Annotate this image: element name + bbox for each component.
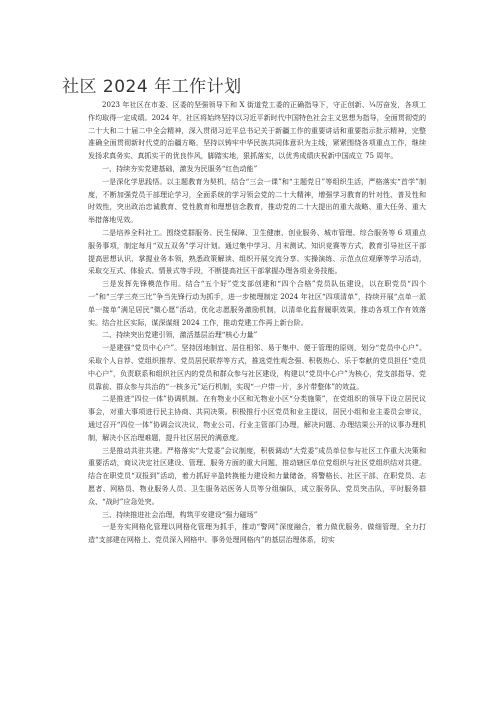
section-heading-3: 三、持续推进社会治理，构筑平安建设“强力磁场” [102,509,258,519]
paragraph-3-1: 一是夯实网格化管理以网格化管理为抓手，推动“警网”深度融合，着力做优服务、做细管理，全力打造“支部建在网格上、党员深入网格中、事务处理网格内”的基层治理体系，切实 [88,522,426,545]
paragraph-intro: 2023 年社区在市委、区委的坚强领导下和 X 街道党工委的正确指导下，守正创新、¼厉奋发，各项工作均取得一定成绩。2024 年，社区将始终坚持以习近平新时代中国特色社会主义思想为指导，全面贯彻党的二十大和二十届二中全会精神，深入贯彻习近平总书记关于新疆工作的重要讲话和重要指示批示精神，完整准确全面贯彻新时代党的治疆方略，坚持以铸牢中华民族共同体意识为主线，紧紧围绕各项重点工作，继续发扬求真务实、真抓实干的优良作风，脚踏实地，狠抓落实，以优秀成绩庆祝新中国成立 75 周年。 [88,100,426,161]
paragraph-2-2: 二是推进“四位一体”协调机制。在有物业小区和无物业小区“分类施策”，在党组织的领导下设立居民议事会，对重大事项进行民主协商、共同决策。积极推行小区党员和业主提议，居民小组和业主委员会审议，通过召开“四位一体”协调会议决议，物业公司、行业主管部门办理，解决问题、办理结果公开的议事办理机制，解决小区治理难题，提升社区居民的满意度。 [88,394,426,442]
document-body [88,99,426,547]
paragraph-1-3: 三是发挥先锋模范作用。结合“五个好”党支部创建和“四个合格”党员队伍建设，以在职党员“四个一”和“三学三亮三比”争当先锋行动为抓手，进一步梳理制定 2024 年社区“四项清单”，持续开展“点单一派单一接单”满足居民“微心愿”活动，优化志愿服务激励机制，以清单化监督履职效果，推动各项工作有效落实。结合社区实际，谋深谋细 2024 工作，推动党建工作再上新台阶。 [88,279,426,327]
paragraph-1-1: 一是深化学思践悟。以主题教育为契机，结合“三会一课”和“主题党日”等组织生活，严格落实“首学”制度，不断加强党员干部理论学习，全面系统的学习领会党的二十大精神，增强学习教育的针对性、普及性和时效性，突出政治忠诚教育、党性教育和理想信念教育，推动党的二十大提出的重大战略、重大任务、重大举措落地见效。 [88,176,426,225]
paragraph-2-1: 一是建强“党员中心户”。坚持因地制宜、居住相邻、易于集中、便于管理的原则，划分“党员中心户”。采取个人自荐、党组织推荐、党员居民联荐等方式，推选党性观念强、积极热心、乐于奉献的党员担任“党员中心户”，负责联系和组织社区内的党员和群众参与社区建设，构建以“党员中心户”为核心，党支部指导、党员靠前、群众参与共治的“一核多元”运行机制，实现“一户带一片，多片带整体”的效益。 [88,343,426,391]
paragraph-1-2: 二是培养全科社工。围绕党群服务、民生保障、卫生健康、创业服务、城市管理、综合服务等 6 项重点服务事项，制定每月“双五双务”学习计划。通过集中学习、月末测试、知识竞赛等方式，教育引导社区干部提高思想认识、掌握业务本领，熟悉政策解读、组织开展交流分享、实操演练、示范点位观摩等学习活动，采取交互式、体验式、情景式等手段，不断提高社区干部掌握办理各项业务技能。 [88,227,426,276]
paragraph-2-3: 三是推动共驻共建。严格落实“大党委”会议制度，积极调动“大党委”成员单位参与社区工作重大决策和重要活动，商议决定社区建设、管理、服务方面的重大问题，推动辖区单位党组织与社区党组织结对共建。结合在职党员“双报到”活动，着力抓好辛盈转换能力建设和力量储备，将警格长、社区干部、在职党员、志愿者、网格员、物业服务人员、卫生服务站医务人员等分组编队，成立服务队、党员突击队，平时服务群众、“战时”应急处突。 [88,445,426,506]
document-title: 社区 2024 年工作计划 [62,77,242,97]
section-heading-2: 二、持续突出党建引领，激活基层治理“核心力量” [102,330,258,340]
section-heading-1: 一、持续夯实党建基础，激发为民服务“红色动能” [102,163,258,173]
